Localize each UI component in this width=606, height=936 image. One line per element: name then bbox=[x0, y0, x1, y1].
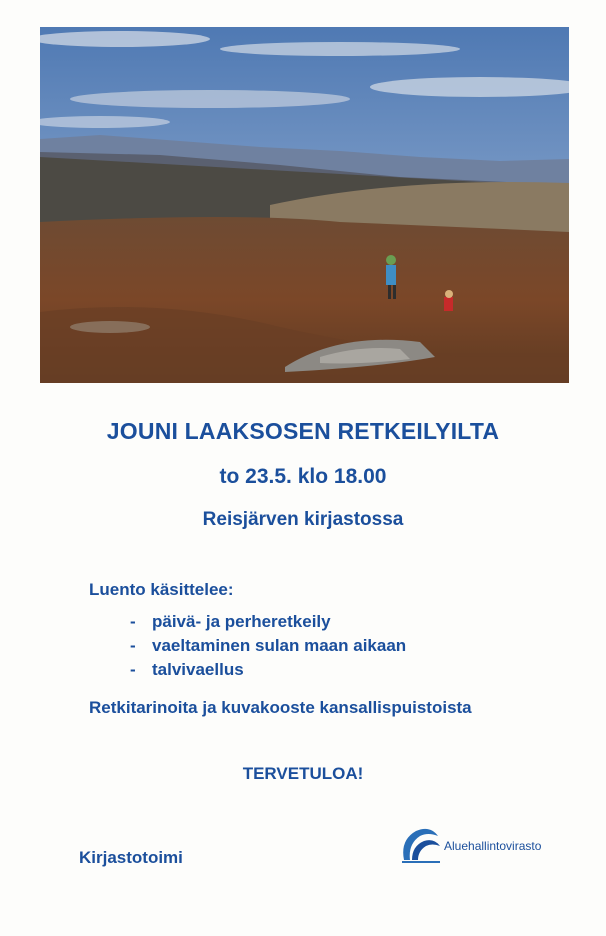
landscape-photo bbox=[40, 27, 569, 383]
agency-logo-text: Aluehallintovirasto bbox=[444, 839, 542, 853]
agency-logo-icon bbox=[398, 826, 442, 866]
topic-item: - vaeltaminen sulan maan aikaan bbox=[130, 636, 407, 655]
lecture-intro: Luento käsittelee: bbox=[89, 580, 234, 599]
topic-item: - päivä- ja perheretkeily bbox=[130, 612, 331, 631]
topic-list bbox=[130, 612, 406, 684]
welcome-text: TERVETULOA! bbox=[242, 764, 364, 783]
event-venue: Reisjärven kirjastossa bbox=[202, 509, 404, 530]
event-title: JOUNI LAAKSOSEN RETKEILYILTA bbox=[106, 418, 500, 444]
organizer-name: Kirjastotoimi bbox=[79, 848, 183, 867]
stories-line: Retkitarinoita ja kuvakooste kansallispuistoista bbox=[89, 698, 472, 717]
event-datetime: to 23.5. klo 18.00 bbox=[219, 465, 387, 488]
topic-item: - talvivaellus bbox=[130, 660, 244, 679]
agency-logo bbox=[398, 826, 541, 866]
